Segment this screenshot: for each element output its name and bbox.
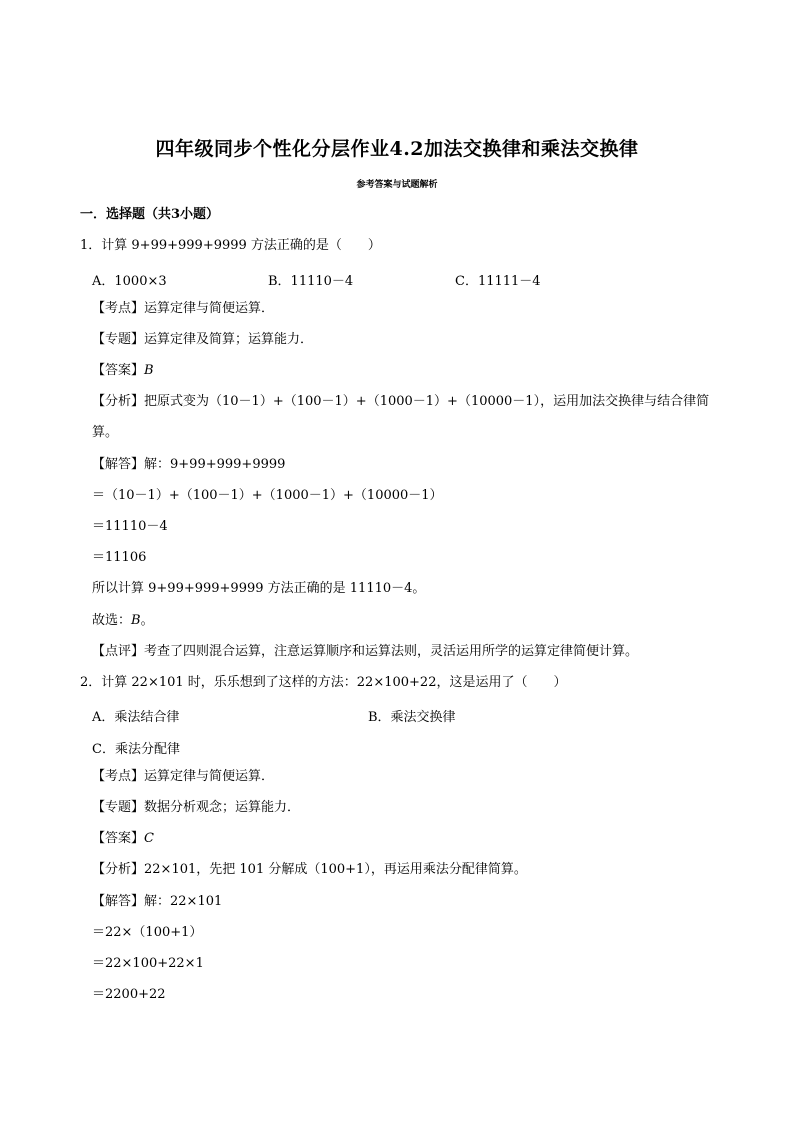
question-1-choice [92, 613, 154, 629]
answer-tag: 【答案】 [92, 363, 145, 378]
question-2-kaodian [92, 769, 274, 785]
question-1-kaodian [92, 301, 274, 317]
question-2-answer [92, 831, 154, 847]
zhuanti-text: 运算定律及简算；运算能力． [144, 332, 314, 347]
comment-tag: 【点评】 [92, 644, 145, 659]
solution-text: 解：9+99+999+9999 [144, 457, 286, 472]
question-2-option-a: A．乘法结合律 [92, 710, 180, 725]
question-1-solution-conclusion: 所以计算 9+99+999+9999 方法正确的是 11110－4。 [92, 581, 426, 596]
question-1-analysis [92, 394, 709, 410]
question-2-option-b: B．乘法交换律 [368, 710, 456, 725]
solution-tag: 【解答】 [92, 457, 145, 472]
question-1-comment [92, 644, 638, 660]
question-2-solution-step-2: ＝22×100+22×1 [92, 956, 204, 971]
kaodian-tag: 【考点】 [92, 301, 145, 316]
zhuanti-tag: 【专题】 [92, 332, 145, 347]
question-2-stem: 2．计算 22×101 时，乐乐想到了这样的方法：22×100+22，这是运用了（ ） [80, 675, 567, 690]
analysis-text: 22×101，先把 101 分解成（100+1），再运用乘法分配律简算。 [144, 862, 527, 877]
question-1-solution-step-1: ＝（10－1）+（100－1）+（1000－1）+（10000－1） [92, 488, 443, 503]
choice-answer: B [131, 613, 141, 628]
answer-value: C [144, 831, 154, 846]
page-subtitle: 参考答案与试题解析 [356, 180, 438, 190]
section-heading: 一．选择题（共3小题） [80, 207, 220, 222]
question-1-zhuanti [92, 332, 313, 348]
answer-tag: 【答案】 [92, 831, 145, 846]
question-1-solution-step-3: ＝11106 [92, 550, 147, 565]
page-title: 四年级同步个性化分层作业4.2加法交换律和乘法交换律 [155, 138, 639, 160]
kaodian-text: 运算定律与简便运算． [144, 769, 275, 784]
analysis-tag: 【分析】 [92, 394, 145, 409]
question-1-option-c: C．11111－4 [455, 274, 541, 289]
question-1-solution [92, 457, 285, 473]
choice-suffix: 。 [140, 613, 154, 628]
kaodian-text: 运算定律与简便运算． [144, 301, 275, 316]
question-1-option-a: A．1000×3 [92, 274, 167, 289]
answer-value: B [144, 363, 154, 378]
question-2-analysis [92, 862, 527, 878]
question-2-zhuanti [92, 800, 300, 816]
question-2-solution-step-1: ＝22×（100+1） [92, 925, 203, 940]
question-2-option-c: C．乘法分配律 [92, 742, 180, 757]
zhuanti-text: 数据分析观念；运算能力． [144, 800, 301, 815]
zhuanti-tag: 【专题】 [92, 800, 145, 815]
question-2-solution [92, 894, 222, 910]
comment-text: 考查了四则混合运算，注意运算顺序和运算法则，灵活运用所学的运算定律简便计算。 [144, 644, 639, 659]
solution-tag: 【解答】 [92, 894, 145, 909]
question-1-answer [92, 363, 154, 379]
question-1-stem: 1．计算 9+99+999+9999 方法正确的是（ ） [80, 238, 381, 253]
solution-text: 解：22×101 [144, 894, 223, 909]
question-1-solution-step-2: ＝11110－4 [92, 519, 168, 534]
analysis-tag: 【分析】 [92, 862, 145, 877]
analysis-text: 把原式变为（10－1）+（100－1）+（1000－1）+（10000－1），运用加法交换律与结合律简 [144, 394, 710, 409]
question-2-solution-step-3: ＝2200+22 [92, 987, 166, 1002]
choice-prefix: 故选： [92, 613, 132, 628]
question-1-option-b: B．11110－4 [268, 274, 354, 289]
question-1-analysis-cont: 算。 [92, 425, 119, 440]
kaodian-tag: 【考点】 [92, 769, 145, 784]
